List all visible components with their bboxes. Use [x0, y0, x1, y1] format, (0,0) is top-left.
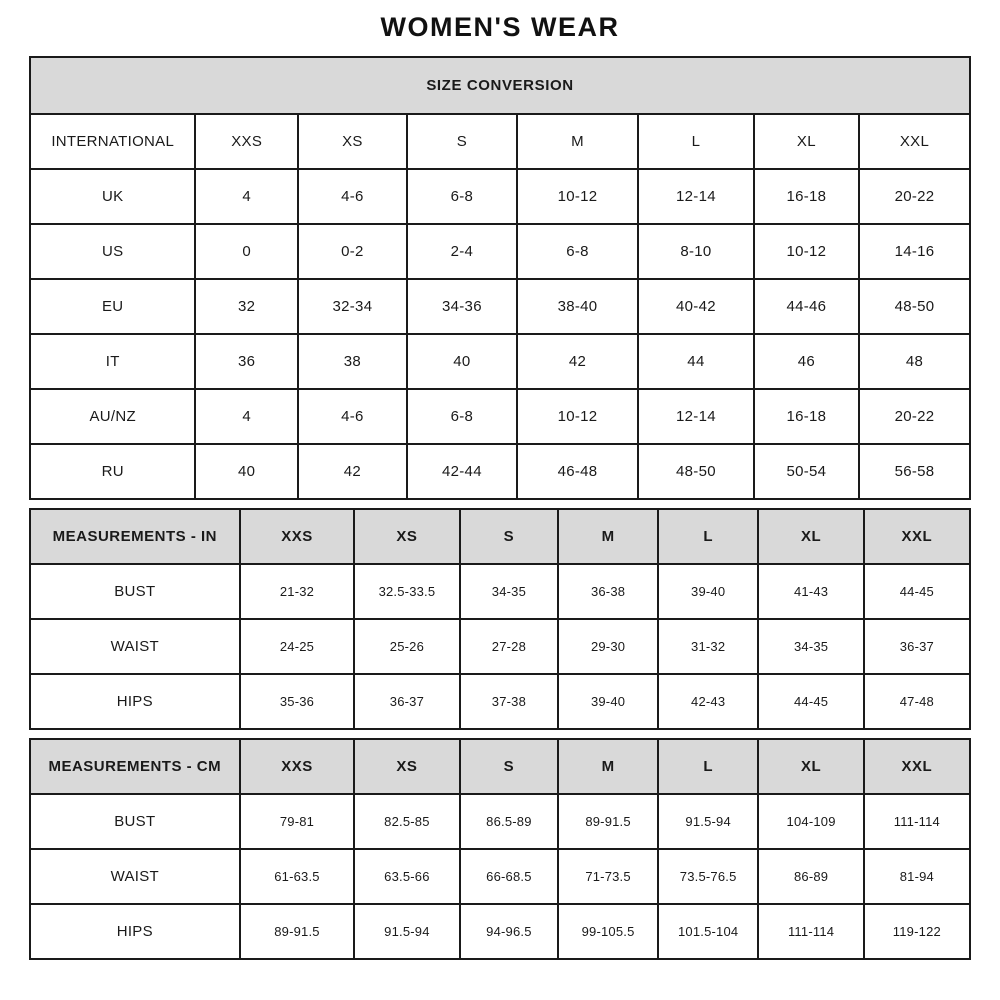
table-row: [30, 619, 970, 674]
table-row: [30, 169, 970, 224]
value-cell: 10-12: [517, 389, 638, 444]
size-conversion-title: SIZE CONVERSION: [30, 57, 970, 114]
row-label: UK: [30, 169, 195, 224]
value-cell: 111-114: [758, 904, 863, 959]
size-header-cell: XS: [298, 114, 407, 169]
value-cell: 6-8: [407, 389, 517, 444]
row-label: EU: [30, 279, 195, 334]
value-cell: 4: [195, 169, 297, 224]
value-cell: 39-40: [658, 564, 759, 619]
table-row: [30, 224, 970, 279]
value-cell: 42: [517, 334, 638, 389]
value-cell: 4: [195, 389, 297, 444]
value-cell: 27-28: [460, 619, 559, 674]
value-cell: 6-8: [407, 169, 517, 224]
value-cell: 31-32: [658, 619, 759, 674]
size-header-cell: XS: [354, 509, 459, 564]
value-cell: 40: [195, 444, 297, 499]
value-cell: 61-63.5: [240, 849, 355, 904]
value-cell: 6-8: [517, 224, 638, 279]
value-cell: 47-48: [864, 674, 970, 729]
value-cell: 66-68.5: [460, 849, 559, 904]
size-header-cell: XL: [758, 509, 863, 564]
value-cell: 12-14: [638, 169, 754, 224]
value-cell: 38: [298, 334, 407, 389]
row-label: WAIST: [30, 849, 240, 904]
row-label: BUST: [30, 794, 240, 849]
value-cell: 0-2: [298, 224, 407, 279]
value-cell: 2-4: [407, 224, 517, 279]
value-cell: 44: [638, 334, 754, 389]
table-row: [30, 849, 970, 904]
value-cell: 37-38: [460, 674, 559, 729]
size-header-cell: XS: [354, 739, 459, 794]
size-header-cell: L: [658, 509, 759, 564]
value-cell: 86.5-89: [460, 794, 559, 849]
value-cell: 42-44: [407, 444, 517, 499]
value-cell: 41-43: [758, 564, 863, 619]
table-row: [30, 114, 970, 169]
row-label: US: [30, 224, 195, 279]
value-cell: 20-22: [859, 169, 970, 224]
value-cell: 0: [195, 224, 297, 279]
table-row: [30, 444, 970, 499]
value-cell: 50-54: [754, 444, 859, 499]
value-cell: 91.5-94: [354, 904, 459, 959]
value-cell: 89-91.5: [558, 794, 658, 849]
value-cell: 71-73.5: [558, 849, 658, 904]
table-row: [30, 674, 970, 729]
size-header-cell: M: [558, 739, 658, 794]
table-row: [30, 389, 970, 444]
value-cell: 4-6: [298, 169, 407, 224]
value-cell: 44-45: [758, 674, 863, 729]
table-row: [30, 509, 970, 564]
size-header-cell: L: [638, 114, 754, 169]
value-cell: 48: [859, 334, 970, 389]
value-cell: 36-37: [864, 619, 970, 674]
value-cell: 32.5-33.5: [354, 564, 459, 619]
value-cell: 20-22: [859, 389, 970, 444]
value-cell: 46: [754, 334, 859, 389]
value-cell: 82.5-85: [354, 794, 459, 849]
value-cell: 79-81: [240, 794, 355, 849]
row-label: RU: [30, 444, 195, 499]
value-cell: 104-109: [758, 794, 863, 849]
value-cell: 42: [298, 444, 407, 499]
size-header-cell: M: [558, 509, 658, 564]
row-label: WAIST: [30, 619, 240, 674]
page-title: WOMEN'S WEAR: [380, 12, 620, 42]
value-cell: 10-12: [754, 224, 859, 279]
table-row: [30, 794, 970, 849]
value-cell: 94-96.5: [460, 904, 559, 959]
value-cell: 36-37: [354, 674, 459, 729]
row-label: BUST: [30, 564, 240, 619]
size-header-cell: XXS: [195, 114, 297, 169]
measurements-in-title: MEASUREMENTS - IN: [30, 509, 240, 564]
value-cell: 35-36: [240, 674, 355, 729]
value-cell: 40: [407, 334, 517, 389]
value-cell: 99-105.5: [558, 904, 658, 959]
size-header-cell: S: [460, 739, 559, 794]
value-cell: 81-94: [864, 849, 970, 904]
value-cell: 39-40: [558, 674, 658, 729]
value-cell: 86-89: [758, 849, 863, 904]
value-cell: 73.5-76.5: [658, 849, 759, 904]
value-cell: 56-58: [859, 444, 970, 499]
row-label: INTERNATIONAL: [30, 114, 195, 169]
value-cell: 48-50: [638, 444, 754, 499]
value-cell: 101.5-104: [658, 904, 759, 959]
size-header-cell: XXL: [859, 114, 970, 169]
value-cell: 12-14: [638, 389, 754, 444]
value-cell: 21-32: [240, 564, 355, 619]
measurements-in-table: [29, 508, 971, 730]
row-label: HIPS: [30, 904, 240, 959]
value-cell: 42-43: [658, 674, 759, 729]
size-header-cell: L: [658, 739, 759, 794]
value-cell: 36-38: [558, 564, 658, 619]
value-cell: 10-12: [517, 169, 638, 224]
table-row: [30, 904, 970, 959]
size-header-cell: XXL: [864, 509, 970, 564]
table-row: [30, 57, 970, 114]
table-row: [30, 334, 970, 389]
table-row: [30, 564, 970, 619]
measurements-cm-table: [29, 738, 971, 960]
value-cell: 16-18: [754, 169, 859, 224]
row-label: HIPS: [30, 674, 240, 729]
size-header-cell: XXS: [240, 509, 355, 564]
value-cell: 25-26: [354, 619, 459, 674]
measurements-cm-title: MEASUREMENTS - CM: [30, 739, 240, 794]
size-header-cell: S: [460, 509, 559, 564]
size-conversion-table: [29, 56, 971, 500]
value-cell: 46-48: [517, 444, 638, 499]
table-row: [30, 279, 970, 334]
size-header-cell: XXS: [240, 739, 355, 794]
value-cell: 34-36: [407, 279, 517, 334]
size-header-cell: S: [407, 114, 517, 169]
value-cell: 32-34: [298, 279, 407, 334]
value-cell: 63.5-66: [354, 849, 459, 904]
value-cell: 4-6: [298, 389, 407, 444]
value-cell: 91.5-94: [658, 794, 759, 849]
value-cell: 48-50: [859, 279, 970, 334]
row-label: IT: [30, 334, 195, 389]
value-cell: 16-18: [754, 389, 859, 444]
size-header-cell: XL: [754, 114, 859, 169]
value-cell: 119-122: [864, 904, 970, 959]
value-cell: 38-40: [517, 279, 638, 334]
value-cell: 36: [195, 334, 297, 389]
value-cell: 34-35: [460, 564, 559, 619]
value-cell: 24-25: [240, 619, 355, 674]
value-cell: 44-46: [754, 279, 859, 334]
value-cell: 14-16: [859, 224, 970, 279]
value-cell: 44-45: [864, 564, 970, 619]
value-cell: 34-35: [758, 619, 863, 674]
value-cell: 29-30: [558, 619, 658, 674]
value-cell: 89-91.5: [240, 904, 355, 959]
value-cell: 111-114: [864, 794, 970, 849]
size-header-cell: XL: [758, 739, 863, 794]
value-cell: 40-42: [638, 279, 754, 334]
size-header-cell: XXL: [864, 739, 970, 794]
value-cell: 8-10: [638, 224, 754, 279]
size-header-cell: M: [517, 114, 638, 169]
row-label: AU/NZ: [30, 389, 195, 444]
table-row: [30, 739, 970, 794]
value-cell: 32: [195, 279, 297, 334]
